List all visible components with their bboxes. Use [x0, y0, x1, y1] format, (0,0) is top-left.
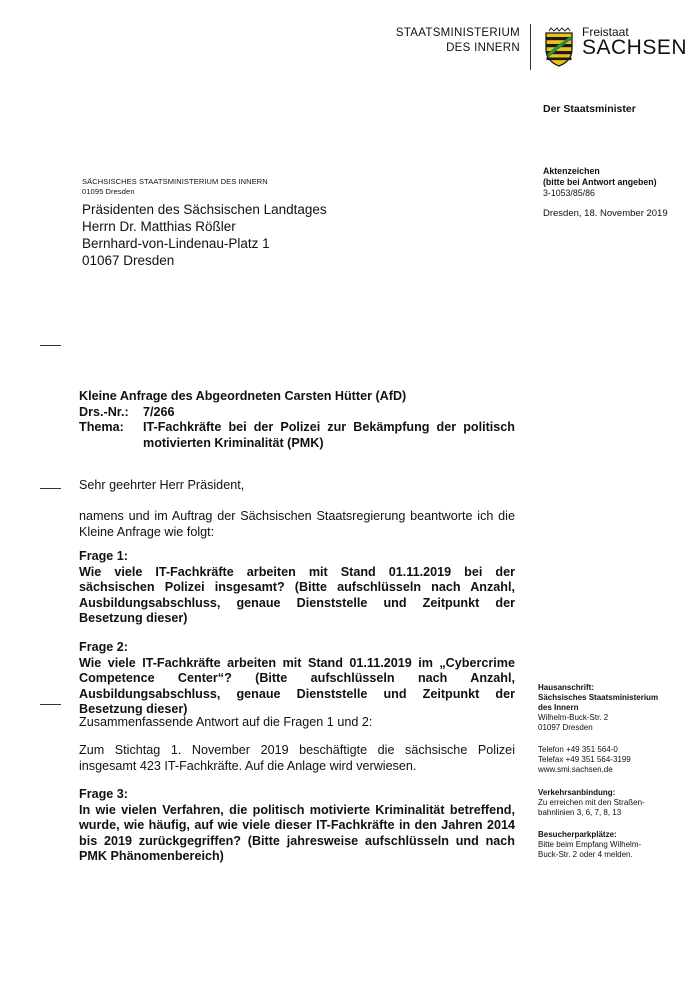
- question-1-text: Wie viele IT-Fachkräfte arbeiten mit Stand 01.11.2019 bei der sächsischen Polizei insgesamt? (Bitte aufschlüsseln nach Anzahl, Ausbildungsabschluss, genaue Dienststelle und Zeitpunkt der Besetzung dieser): [79, 564, 515, 625]
- subject-block: [79, 389, 515, 451]
- website-link[interactable]: www.smi.sachsen.de: [538, 765, 613, 774]
- header-divider: [530, 24, 531, 70]
- sender-name: SÄCHSISCHES STAATSMINISTERIUM DES INNERN: [82, 177, 268, 186]
- subject-title: Kleine Anfrage des Abgeordneten Carsten Hütter (AfD): [79, 389, 407, 403]
- phone-number: Telefon +49 351 564-0: [538, 745, 618, 754]
- sidebar-transport: [538, 788, 688, 818]
- answer-heading: Zusammenfassende Antwort auf die Fragen 1 und 2:: [79, 715, 373, 729]
- transport-line1: Zu erreichen mit den Straßen-: [538, 798, 645, 807]
- question-2-text: Wie viele IT-Fachkräfte arbeiten mit Stand 01.11.2019 im „Cybercrime Competence Center“? (Bitte aufschlüsseln nach Anzahl, Ausbildungsabschluss, genaue Dienststelle und Zeitpunkt der Besetzung dieser): [79, 655, 515, 716]
- reference-number: 3-1053/85/86: [543, 188, 595, 198]
- reference-label-line1: Aktenzeichen: [543, 166, 600, 176]
- recipient-line2: Herrn Dr. Matthias Rößler: [82, 219, 236, 234]
- question-1-label: Frage 1:: [79, 549, 128, 563]
- address-name2: des Innern: [538, 703, 579, 712]
- logo-freistaat: Freistaat: [582, 25, 629, 39]
- sender-city: 01095 Dresden: [82, 186, 135, 196]
- reference-label-line2: (bitte bei Antwort angeben): [543, 176, 657, 187]
- transport-label: Verkehrsanbindung:: [538, 788, 616, 797]
- sidebar-address: [538, 683, 688, 733]
- letter-date: Dresden, 18. November 2019: [543, 208, 668, 219]
- drs-label: Drs.-Nr.:: [79, 404, 129, 419]
- drs-value: 7/266: [143, 404, 175, 419]
- fold-mark: [40, 488, 61, 489]
- question-2: [79, 640, 515, 718]
- ministry-line2: DES INNERN: [446, 42, 520, 54]
- question-2-label: Frage 2:: [79, 640, 128, 654]
- salutation: Sehr geehrter Herr Präsident,: [79, 478, 245, 492]
- address-name1: Sächsisches Staatsministerium: [538, 693, 659, 702]
- sidebar-parking: [538, 830, 688, 860]
- ministry-line1: STAATSMINISTERIUM: [395, 27, 520, 39]
- fax-number: Telefax +49 351 564-3199: [538, 755, 631, 764]
- thema-value: IT-Fachkräfte bei der Polizei zur Bekämpfung der politisch motivierten Kriminalität (PMK): [143, 420, 515, 450]
- thema-label: Thema:: [79, 420, 124, 434]
- sidebar-contact: [538, 745, 688, 775]
- question-1: [79, 549, 515, 627]
- question-3-label: Frage 3:: [79, 787, 128, 801]
- logo-sachsen: SACHSEN: [582, 36, 688, 59]
- ministry-name: [396, 26, 520, 56]
- recipient-line4: 01067 Dresden: [82, 253, 175, 268]
- reference-label: [543, 166, 657, 188]
- address-city: 01097 Dresden: [538, 723, 593, 732]
- recipient-address: [82, 201, 327, 269]
- recipient-line1: Präsidenten des Sächsischen Landtages: [82, 202, 327, 217]
- recipient-line3: Bernhard-von-Lindenau-Platz 1: [82, 236, 270, 251]
- answer-text: Zum Stichtag 1. November 2019 beschäftigte die sächsische Polizei insgesamt 423 IT-Fachkräfte. Auf die Anlage wird verwiesen.: [79, 743, 515, 773]
- question-3: [79, 787, 515, 865]
- address-label: Hausanschrift:: [538, 683, 595, 692]
- parking-label: Besucherparkplätze:: [538, 830, 617, 839]
- address-street: Wilhelm-Buck-Str. 2: [538, 713, 609, 722]
- parking-line1: Bitte beim Empfang Wilhelm-: [538, 840, 642, 849]
- fold-mark: [40, 345, 61, 346]
- intro-paragraph: namens und im Auftrag der Sächsischen Staatsregierung beantworte ich die Kleine Anfrage wie folgt:: [79, 509, 515, 539]
- role-label: Der Staatsminister: [543, 103, 636, 115]
- transport-line2: bahnlinien 3, 6, 7, 8, 13: [538, 808, 622, 817]
- parking-line2: Buck-Str. 2 oder 4 melden.: [538, 850, 633, 859]
- saxony-crest-icon: [543, 27, 575, 67]
- fold-mark: [40, 704, 61, 705]
- question-3-text: In wie vielen Verfahren, die politisch motivierte Kriminalität betreffend, wurde, wie häufig, auf wie viele dieser IT-Fachkräfte in den Jahren 2014 bis 2019 zurückgegriffen? (Bitte jahresweise aufschlüsseln und nach PMK Phänomenbereich): [79, 802, 515, 863]
- sender-line: [82, 177, 268, 196]
